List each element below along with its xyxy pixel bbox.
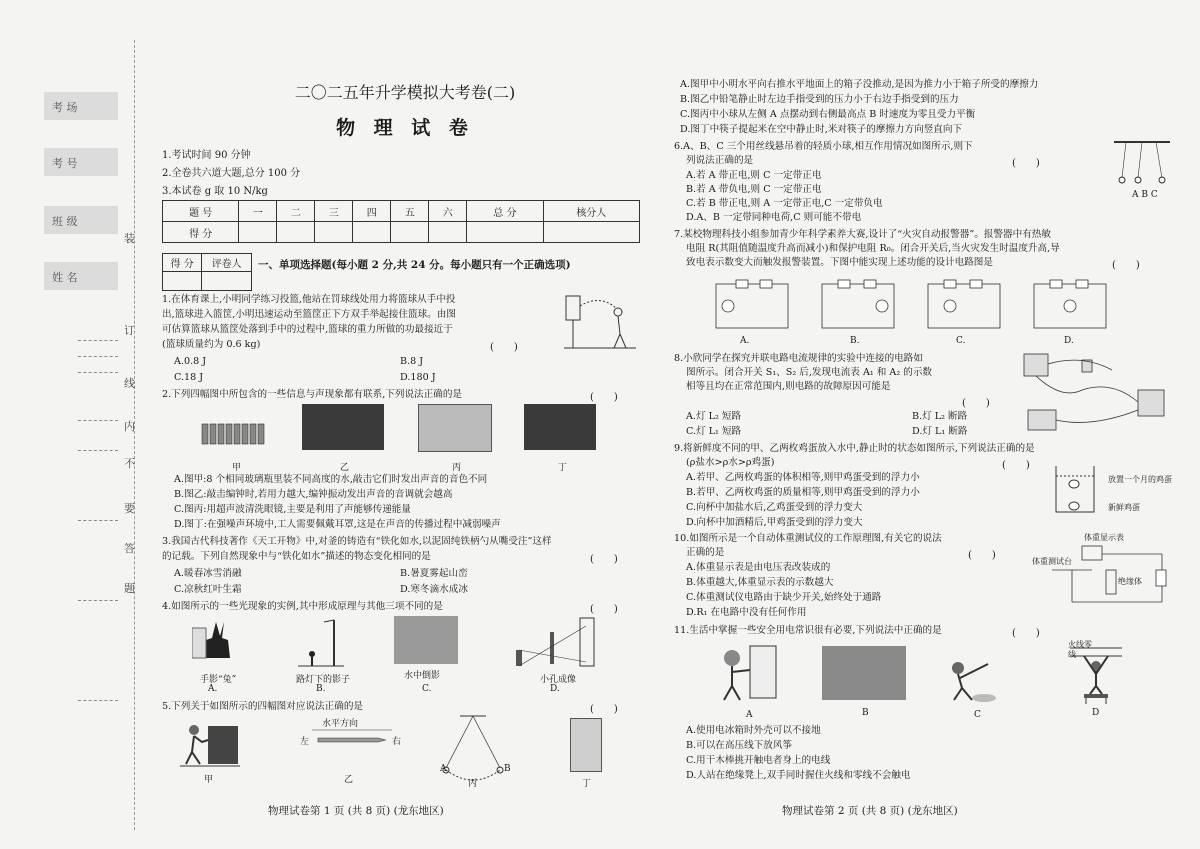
note: 1.考试时间 90 分钟 xyxy=(162,150,251,161)
q6-option: D.A、B 一定带同种电荷,C 则可能不带电 xyxy=(686,212,862,223)
q4-stem: 4.如图所示的一些光现象的实例,其中形成原理与其他三项不同的是 xyxy=(162,601,443,612)
q11-option: D.人站在绝缘凳上,双手同时握住火线和零线不会触电 xyxy=(686,770,911,781)
section-heading: 一、单项选择题(每小题 2 分,共 24 分。每小题只有一个正确选项) xyxy=(258,259,571,271)
q6-option: A.若 A 带正电,则 C 一定带正电 xyxy=(686,170,822,181)
figure-caption: 小孔成像 xyxy=(540,675,577,685)
q3-option: A.暖春冰雪消融 xyxy=(174,568,242,579)
binding-strip xyxy=(0,0,150,849)
figure-label: A xyxy=(440,764,447,774)
option-letter: C. xyxy=(422,684,432,694)
q2-option: B.图乙:敲击编钟时,若用力越大,编钟振动发出声音的音调就会越高 xyxy=(174,489,453,500)
figure-label: 绝缘体 xyxy=(1118,577,1142,586)
figure-caption: 丙 xyxy=(468,779,478,789)
seal-char: 要 xyxy=(124,502,135,515)
q9-option: B.若甲、乙两枚鸡蛋的质量相等,则甲鸡蛋受到的浮力小 xyxy=(686,487,920,498)
q10-option: D.R₁ 在电路中没有任何作用 xyxy=(686,607,807,618)
q11-option: A.使用电冰箱时外壳可以不接地 xyxy=(686,725,821,736)
q8-option: B.灯 L₂ 断路 xyxy=(912,411,968,422)
basketball-figure xyxy=(560,292,640,352)
figure-caption: 乙 xyxy=(344,775,354,785)
q8-option: D.灯 L₁ 断路 xyxy=(912,426,968,437)
option-letter: B. xyxy=(850,336,860,346)
subject-title: 物 理 试 卷 xyxy=(336,117,474,139)
bottles-figure xyxy=(200,416,270,446)
q6-line: 列说法正确的是 xyxy=(686,155,754,166)
option-letter: C xyxy=(974,710,981,720)
field-label: 考 场 xyxy=(52,101,78,114)
figure-caption: 丙 xyxy=(452,463,462,473)
exam-title: 二〇二五年升学模拟大考卷(二) xyxy=(294,83,516,102)
figure-caption: 水中倒影 xyxy=(404,671,441,681)
q6-option: B.若 A 带负电,则 C 一定带正电 xyxy=(686,184,822,195)
figure-caption: 甲 xyxy=(232,463,242,473)
option-letter: D xyxy=(1092,708,1100,718)
q9-option: D.向杯中加酒精后,甲鸡蛋受到的浮力变大 xyxy=(686,517,863,528)
q1-line: 可估算篮球从篮筐处落到手中的过程中,篮球的重力所做的功最接近于 xyxy=(162,324,453,335)
figure-caption: 丁 xyxy=(582,779,592,789)
push-box-figure xyxy=(180,716,240,770)
eggs-beaker-figure xyxy=(1052,462,1100,516)
figure-label: 火线零线 xyxy=(1068,640,1092,659)
score-header: 五 xyxy=(391,201,429,222)
page-footer: 物理试卷第 2 页 (共 8 页) (龙东地区) xyxy=(782,805,958,817)
q9-option: C.向杯中加盐水后,乙鸡蛋受到的浮力变大 xyxy=(686,502,863,513)
q5-option: B.图乙中铅笔静止时左边手指受到的压力小于右边手指受到的压力 xyxy=(680,94,959,105)
q3-option: D.寒冬滴水成冰 xyxy=(400,584,468,595)
field-label: 考 号 xyxy=(52,157,78,170)
q7-line: 致电表示数变大而触发报警装置。下图中能实现上述功能的设计电路图是 xyxy=(686,257,993,268)
figure-label: 左 xyxy=(300,737,310,747)
fridge-figure xyxy=(710,640,790,704)
option-letter: A. xyxy=(208,684,218,694)
circuit-options-figure xyxy=(712,276,1152,334)
pinhole-camera-figure xyxy=(510,612,600,672)
figure-label: 体重测试台 xyxy=(1032,557,1072,566)
page-footer: 物理试卷第 1 页 (共 8 页) (龙东地区) xyxy=(268,805,444,817)
q9-line: (ρ盐水>ρ水>ρ鸡蛋) xyxy=(686,457,775,468)
seal-char: 装 xyxy=(124,232,135,245)
figure-label: 放置一个月的鸡蛋 xyxy=(1108,475,1172,484)
note: 2.全卷共六道大题,总分 100 分 xyxy=(162,168,301,179)
q11-option: C.用干木棒挑开触电者身上的电线 xyxy=(686,755,831,766)
q6-option: C.若 B 带正电,则 A 一定带正电,C 一定带负电 xyxy=(686,198,883,209)
q10-option: C.体重测试仪电路由于缺少开关,始终处于通路 xyxy=(686,592,882,603)
option-letter: D. xyxy=(550,684,560,694)
option-letter: B. xyxy=(316,684,326,694)
grader-cell: 得 分 xyxy=(163,254,202,272)
ultrasonic-cleaner-image xyxy=(418,404,492,452)
q5-stem: 5.下列关于如图所示的四幅图对应说法正确的是 xyxy=(162,701,364,712)
score-row-label: 得 分 xyxy=(163,222,239,243)
field-label: 姓 名 xyxy=(52,271,78,284)
q11-stem: 11.生活中掌握一些安全用电常识很有必要,下列说法中正确的是 xyxy=(674,625,942,636)
score-table xyxy=(162,200,640,243)
q3-option: B.暑夏雾起山峦 xyxy=(400,568,468,579)
figure-label: 新鲜鸡蛋 xyxy=(1108,503,1140,512)
q1-option: D.180 J xyxy=(400,372,436,383)
score-header: 六 xyxy=(429,201,467,222)
score-header: 总 分 xyxy=(467,201,543,222)
q2-option: C.图丙:用超声波清洗眼镜,主要是利用了声能够传递能量 xyxy=(174,504,411,515)
figure-caption: 路灯下的影子 xyxy=(296,675,351,685)
seal-char: 答 xyxy=(124,542,135,555)
score-header: 四 xyxy=(353,201,391,222)
q10-line: 10.如图所示是一个自动体重测试仪的工作原理图,有关它的说法 xyxy=(674,533,942,544)
water-reflection-image xyxy=(394,616,458,664)
seal-char: 内 xyxy=(124,420,135,433)
q2-option: A.图甲:8 个相同玻璃瓶里装不同高度的水,敲击它们时发出声音的音色不同 xyxy=(174,474,488,485)
option-letter: B xyxy=(862,708,869,718)
seal-char: 题 xyxy=(124,582,135,595)
q8-line: 图所示。闭合开关 S₁、S₂ 后,发现电流表 A₁ 和 A₂ 的示数 xyxy=(686,367,933,378)
page-2: A.图甲中小明水平向右推水平地面上的箱子没推动,是因为推力小于箱子所受的摩擦力 B.图乙中铅笔静止时左边手指受到的压力小于右边手指受到的压力 C.图丙中小球从左侧 A 点摆动到右侧最高点 B 时速度为零且受力平衡 D.图丁中筷子提起米在空中静止时,米对筷子的摩擦力方向竖直向下 6.A、B、C 三个用丝线悬吊着的轻质小球,相互作用情况如图所示,则下 列说法正确的是 ( ) A.若 A 带正电,则 C 一定带正电 B.若 A 带负电,则 C 一定带正电 C.若 B 带正电,则 A 一定带正电,C 一定带负电 D.A、B 一定带同种电荷,C 则可能不带电 A B C 7.某校物理科技小组参加青少年科学素养大赛,设计了“火灾自动报警器”。报警器中有热敏 电阻 R(其阻值随温度升高而减小)和保护电阻 R₀。闭合开关后,当火灾发生时温度升高,导 致电表示数变大而触发报警装置。下图中能实现上述功能的设计电路图是 ( ) A. B. C. D. 8.小欣同学在探究并联电路电流规律的实验中连接的电路如 图所示。闭合开关 S₁、S₂ 后,发现电流表 A₁ 和 A₂ 的示数 相等且均在正常范围内,则电路的故障原因可能是 ( ) A.灯 L₂ 短路 B.灯 L₂ 断路 C.灯 L₁ 短路 D.灯 L₁ 断路 9.将新鲜度不同的甲、乙两枚鸡蛋放入水中,静止时的状态如图所示,下列说法正确的是 (ρ盐水>ρ水>ρ鸡蛋) ( ) A.若甲、乙两枚鸡蛋的体积相等,则甲鸡蛋受到的浮力小 B.若甲、乙两枚鸡蛋的质量相等,则甲鸡蛋受到的浮力小 C.向杯中加盐水后,乙鸡蛋受到的浮力变大 D.向杯中加酒精后,甲鸡蛋受到的浮力变大 放置一个月的鸡蛋 新鲜鸡蛋 10.如图所示是一个自动体重测试仪的工作原理图,有关它的说法 正确的是 ( ) A.体重显示表是由电压表改装成的 B.体重越大,体重显示表的示数越大 C.体重测试仪电路由于缺少开关,始终处于通路 D.R₁ 在电路中没有任何作用 体重显示表 体重测试台 绝缘体 11.生活中掌握一些安全用电常识很有必要,下列说法中正确的是 ( ) 火线零线 A B C D A.使用电冰箱时外壳可以不接地 B.可以在高压线下放风筝 C.用干木棒挑开触电者身上的电线 D.人站在绝缘凳上,双手同时握住火线和零线不会触电 物理试卷第 2 页 (共 8 页) (龙东地区) xyxy=(672,0,1192,849)
chopsticks-rice-image xyxy=(570,718,602,772)
score-header: 二 xyxy=(277,201,315,222)
figure-label: B xyxy=(504,764,511,774)
hand-shadow-figure xyxy=(192,618,242,668)
q1-option: C.18 J xyxy=(174,372,204,383)
charged-balls-figure xyxy=(1112,138,1172,188)
figure-caption: 甲 xyxy=(204,775,214,785)
figure-caption: 乙 xyxy=(340,463,350,473)
score-header: 题 号 xyxy=(163,201,239,222)
q8-option: A.灯 L₂ 短路 xyxy=(686,411,742,422)
weight-scale-circuit-figure xyxy=(1032,540,1172,610)
pencil-figure xyxy=(312,726,392,746)
q5-option: C.图丙中小球从左侧 A 点摆动到右侧最高点 B 时速度为零且受力平衡 xyxy=(680,109,976,120)
q1-option: A.0.8 J xyxy=(174,356,207,367)
figure-label: A B C xyxy=(1132,190,1158,200)
score-header: 三 xyxy=(315,201,353,222)
q10-option: B.体重越大,体重显示表的示数越大 xyxy=(686,577,834,588)
q1-line: (篮球质量约为 0.6 kg) xyxy=(162,339,261,350)
note: 3.本试卷 g 取 10 N/kg xyxy=(162,186,268,197)
option-letter: C. xyxy=(956,336,966,346)
score-header: 一 xyxy=(239,201,277,222)
kite-powerline-image xyxy=(822,646,906,700)
q3-line: 3.我国古代科技著作《天工开物》中,对釜的铸造有“铁化如水,以泥固纯铁柄勺从嘴受注”这样 xyxy=(162,536,552,547)
street-lamp-figure xyxy=(298,614,344,670)
binding-line xyxy=(134,40,135,830)
q10-line: 正确的是 xyxy=(686,547,725,558)
seal-char: 订 xyxy=(124,324,135,337)
chime-bells-image xyxy=(302,404,384,450)
figure-label: 体重显示表 xyxy=(1084,533,1124,542)
page-1: 二〇二五年升学模拟大考卷(二) 物 理 试 卷 1.考试时间 90 分钟 2.全卷共六道大题,总分 100 分 3.本试卷 g 取 10 N/kg 题 号 一 二 三 四 五 六 总 分 核分人 得 分 得 分 评卷人 一、单项选择题(每小题 2 分,共 24 分。每小题只有一个正确选项) 1.在体育课上,小明同学练习投篮,他站在罚球线处用力将篮球从手中投 出,篮球进入篮筐,小明迅速运动至篮筐正下方双手举起接住篮球。由图 可估算篮球从篮筐处落到手中的过程中,篮球的重力所做的功最接近于 (篮球质量约为 0.6 kg) ( ) A.0.8 J B.8 J C.18 J D.180 J 2.下列四幅图中所包含的一些信息与声现象都有联系,下列说法正确的是 ( ) 甲 乙 丙 丁 A.图甲:8 个相同玻璃瓶里装不同高度的水,敲击它们时发出声音的音色不同 B.图乙:敲击编钟时,若用力越大,编钟振动发出声音的音调就会越高 C.图丙:用超声波清洗眼镜,主要是利用了声能够传递能量 D.图丁:在强噪声环境中,工人需要佩戴耳罩,这是在声音的传播过程中减弱噪声 3.我国古代科技著作《天工开物》中,对釜的铸造有“铁化如水,以泥固纯铁柄勺从嘴受注”这样 的记载。下列自然现象中与“铁化如水”描述的物态变化相同的是 ( ) A.暖春冰雪消融 B.暑夏雾起山峦 C.凉秋红叶生霜 D.寒冬滴水成冰 4.如图所示的一些光现象的实例,其中形成原理与其他三项不同的是 ( ) 手影“兔” 路灯下的影子 水中倒影 小孔成像 A. B. C. D. 5.下列关于如图所示的四幅图对应说法正确的是 ( ) 水平方向 左 右 A B 甲 乙 丙 丁 物理试卷第 1 页 (共 8 页) (龙东地区) xyxy=(160,0,650,849)
seal-char: 不 xyxy=(124,457,135,470)
q7-line: 电阻 R(其阻值随温度升高而减小)和保护电阻 R₀。闭合开关后,当火灾发生时温度升高,导 xyxy=(686,243,1060,254)
q6-line: 6.A、B、C 三个用丝线悬吊着的轻质小球,相互作用情况如图所示,则下 xyxy=(674,141,973,152)
grader-cell: 评卷人 xyxy=(202,254,252,272)
option-letter: D. xyxy=(1064,336,1074,346)
q1-line: 1.在体育课上,小明同学练习投篮,他站在罚球线处用力将篮球从手中投 xyxy=(162,294,456,305)
field-label: 班 级 xyxy=(52,215,78,228)
q9-option: A.若甲、乙两枚鸡蛋的体积相等,则甲鸡蛋受到的浮力小 xyxy=(686,472,920,483)
figure-label: 水平方向 xyxy=(322,719,359,729)
q9-line: 9.将新鲜度不同的甲、乙两枚鸡蛋放入水中,静止时的状态如图所示,下列说法正确的是 xyxy=(674,443,1035,454)
q8-line: 相等且均在正常范围内,则电路的故障原因可能是 xyxy=(686,381,891,392)
q3-line: 的记载。下列自然现象中与“铁化如水”描述的物态变化相同的是 xyxy=(162,551,431,562)
score-header: 核分人 xyxy=(543,201,639,222)
q8-line: 8.小欣同学在探究并联电路电流规律的实验中连接的电路如 xyxy=(674,353,923,364)
worker-earmuffs-image xyxy=(524,404,596,450)
q10-option: A.体重显示表是由电压表改装成的 xyxy=(686,562,831,573)
figure-caption: 丁 xyxy=(558,463,568,473)
parallel-circuit-figure xyxy=(1022,350,1192,436)
seal-char: 线 xyxy=(124,377,135,390)
q11-option: B.可以在高压线下放风筝 xyxy=(686,740,793,751)
grader-box xyxy=(162,253,252,291)
figure-caption: 手影“兔” xyxy=(200,675,237,685)
q8-option: C.灯 L₁ 短路 xyxy=(686,426,742,437)
option-letter: A xyxy=(746,710,753,720)
figure-label: 右 xyxy=(392,737,402,747)
q5-option: A.图甲中小明水平向右推水平地面上的箱子没推动,是因为推力小于箱子所受的摩擦力 xyxy=(680,79,1039,90)
q7-line: 7.某校物理科技小组参加青少年科学素养大赛,设计了“火灾自动报警器”。报警器中有热敏 xyxy=(674,229,1051,240)
q5-option: D.图丁中筷子提起米在空中静止时,米对筷子的摩擦力方向竖直向下 xyxy=(680,124,963,135)
q2-stem: 2.下列四幅图中所包含的一些信息与声现象都有联系,下列说法正确的是 xyxy=(162,389,463,400)
q3-option: C.凉秋红叶生霜 xyxy=(174,584,242,595)
q2-option: D.图丁:在强噪声环境中,工人需要佩戴耳罩,这是在声音的传播过程中减弱噪声 xyxy=(174,519,501,530)
wooden-stick-figure xyxy=(938,648,1008,704)
q1-option: B.8 J xyxy=(400,356,424,367)
q1-line: 出,篮球进入篮筐,小明迅速运动至篮筐正下方双手举起接住篮球。由图 xyxy=(162,309,456,320)
option-letter: A. xyxy=(740,336,750,346)
